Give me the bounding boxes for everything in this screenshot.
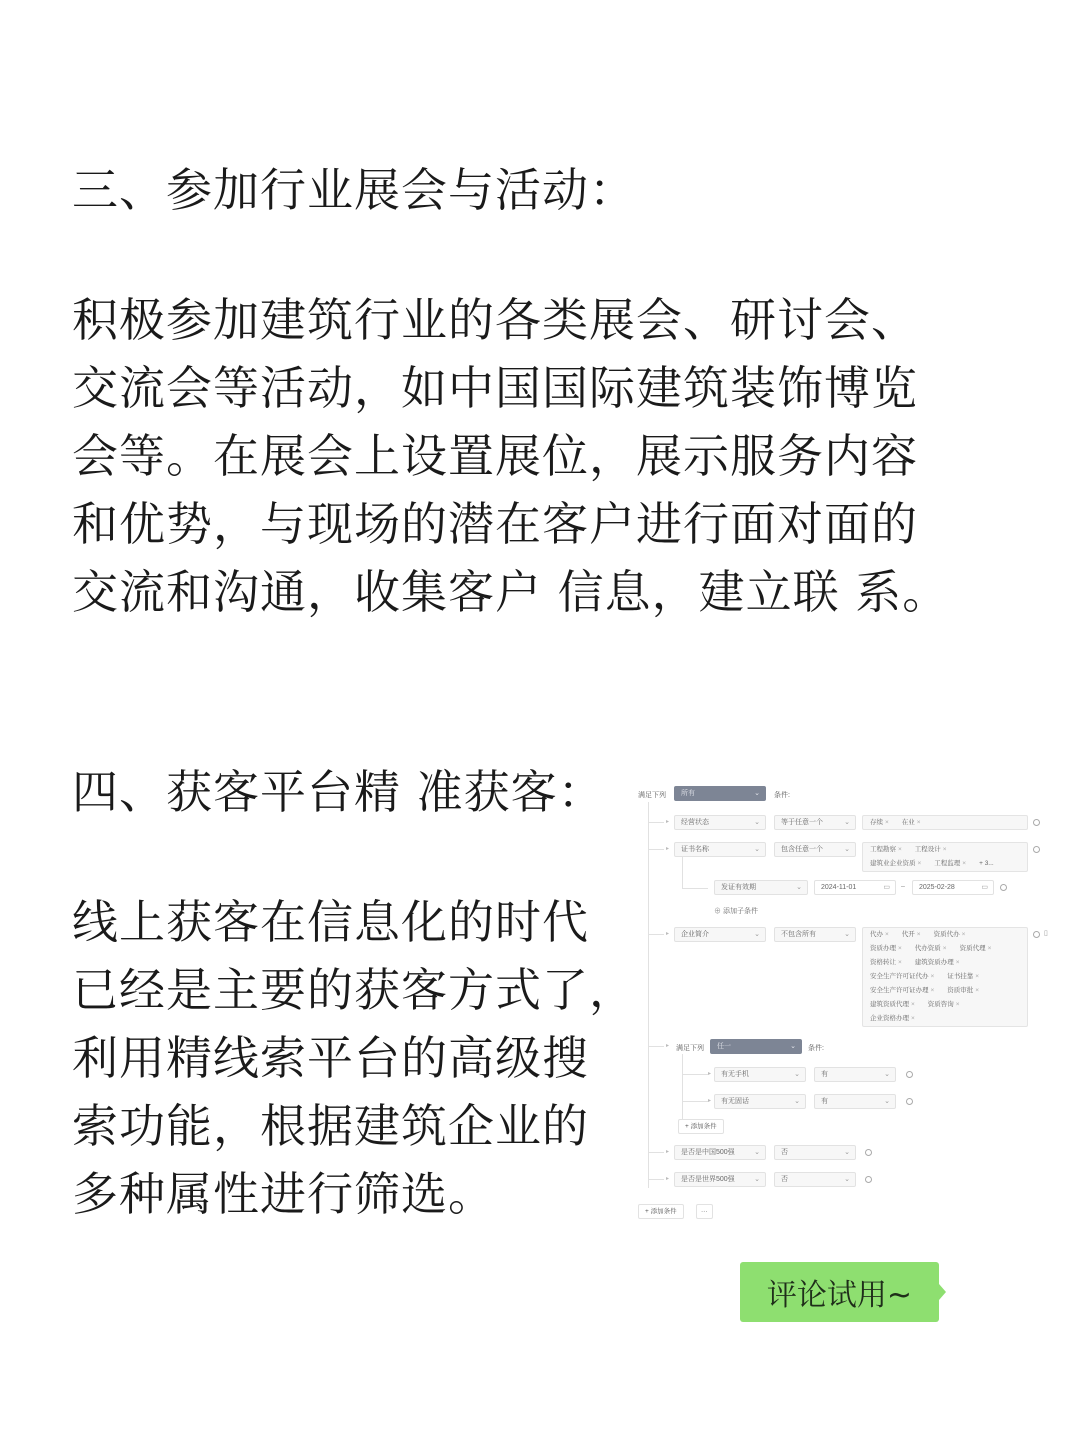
- date-to-input[interactable]: [912, 880, 994, 895]
- caret-right-icon: ▸: [708, 1098, 712, 1104]
- sub-field-value: 发证有效期: [721, 884, 756, 891]
- tag-label: 企业资格办理: [870, 1015, 909, 1022]
- caret-right-icon: ▸: [666, 846, 670, 852]
- tag-label: 代办: [870, 931, 883, 938]
- group-value-select[interactable]: [814, 1067, 896, 1082]
- plus-icon: +: [645, 1208, 651, 1215]
- caret-right-icon: ▸: [708, 1071, 712, 1077]
- date-from-input[interactable]: [814, 880, 896, 895]
- tag-label: 资格转让: [870, 959, 896, 966]
- tag-label: 存续: [870, 819, 883, 826]
- tag-label: 在业: [901, 819, 915, 826]
- section3-line: 交流和沟通，收集客户 信息，建立联 系。: [72, 565, 950, 619]
- value: 否: [781, 1176, 788, 1183]
- tag-label: 安全生产许可证代办: [870, 973, 929, 980]
- tree-line: [682, 1054, 683, 1129]
- more-tags[interactable]: + 3...: [979, 860, 994, 867]
- add-sub-condition-button[interactable]: [714, 906, 758, 916]
- section3-line: 积极参加建筑行业的各类展会、研讨会、: [72, 293, 918, 347]
- close-icon[interactable]: ×: [898, 945, 902, 952]
- tag-label: 工程监理: [934, 860, 961, 867]
- tree-branch: [682, 888, 708, 889]
- tag[interactable]: [866, 844, 906, 856]
- date-from-value: 2024-11-01: [821, 884, 857, 891]
- field-value: 证书名称: [681, 846, 709, 853]
- tree-branch: [682, 1074, 708, 1075]
- close-icon[interactable]: ×: [916, 819, 921, 826]
- value-select[interactable]: [774, 1145, 856, 1160]
- close-icon[interactable]: ×: [885, 819, 889, 826]
- chevron-down-icon: ⌄: [844, 846, 850, 853]
- chevron-down-icon: ⌄: [844, 1149, 850, 1156]
- close-icon[interactable]: ×: [930, 987, 935, 994]
- chevron-down-icon: ⌄: [844, 1176, 850, 1183]
- close-icon[interactable]: ×: [955, 1001, 960, 1008]
- value-tags-box[interactable]: [862, 927, 1028, 1027]
- chevron-down-icon: ⌄: [754, 846, 760, 853]
- add-sub-condition-label: 添加子条件: [722, 908, 758, 915]
- tag[interactable]: [866, 957, 906, 969]
- add-condition-label: 添加条件: [650, 1208, 677, 1215]
- remove-condition-icon[interactable]: [906, 1098, 913, 1105]
- field-select[interactable]: [674, 927, 766, 942]
- tag[interactable]: [866, 999, 919, 1011]
- chevron-down-icon: ⌄: [754, 1176, 760, 1183]
- match-mode-value: 所有: [681, 790, 695, 797]
- tree-line: [682, 857, 683, 888]
- chevron-down-icon: ⌄: [884, 1071, 890, 1078]
- tag-label: 安全生产许可证办理: [870, 987, 929, 994]
- chevron-down-icon: ⌄: [754, 1149, 760, 1156]
- tree-branch: [648, 934, 664, 935]
- tag-label: 资质咨询: [927, 1001, 954, 1008]
- value-tags-box[interactable]: [862, 842, 1028, 872]
- field-value: 是否是世界500强: [681, 1176, 735, 1183]
- tree-branch: [682, 1101, 708, 1102]
- chevron-down-icon: ⌄: [794, 1098, 800, 1105]
- caret-right-icon: ▸: [666, 1043, 670, 1049]
- more-button[interactable]: ···: [696, 1204, 713, 1219]
- remove-condition-icon[interactable]: [906, 1071, 913, 1078]
- copy-icon[interactable]: ▯: [1044, 930, 1048, 937]
- remove-condition-icon[interactable]: [865, 1149, 872, 1156]
- value-tags-box[interactable]: [862, 815, 1028, 830]
- group-add-condition-button[interactable]: [678, 1119, 724, 1134]
- close-icon[interactable]: ×: [911, 1015, 915, 1022]
- caret-right-icon: ▸: [666, 931, 670, 937]
- tag-label: 建筑业企业资质: [870, 860, 916, 867]
- section4-line: 多种属性进行筛选。: [72, 1167, 495, 1221]
- group-field-value: 有无手机: [721, 1071, 749, 1078]
- group-match-value: 任一: [717, 1043, 731, 1050]
- tag[interactable]: [943, 985, 983, 997]
- tag-label: 证书挂靠: [947, 973, 974, 980]
- remove-condition-icon[interactable]: [865, 1176, 872, 1183]
- section4-line: 线上获客在信息化的时代: [72, 895, 589, 949]
- tag[interactable]: [866, 858, 925, 870]
- close-icon[interactable]: ×: [898, 846, 902, 853]
- close-icon[interactable]: ×: [961, 931, 966, 938]
- tag-label: 资质代理: [959, 945, 986, 952]
- value-select[interactable]: [774, 1172, 856, 1187]
- tag[interactable]: [866, 1013, 919, 1025]
- section3-heading: 三、参加行业展会与活动：: [72, 163, 636, 217]
- tag[interactable]: [956, 943, 996, 955]
- tag-label: 代办资质: [914, 945, 941, 952]
- field-value: 是否是中国500强: [681, 1149, 735, 1156]
- date-to-value: 2025-02-28: [919, 884, 955, 891]
- chevron-down-icon: ⌄: [754, 931, 760, 938]
- tag-label: 工程勘察: [870, 846, 896, 853]
- calendar-icon: ▭: [883, 884, 890, 891]
- caret-right-icon: ▸: [666, 1149, 670, 1155]
- group-value: 有: [821, 1071, 828, 1078]
- tag[interactable]: [866, 929, 893, 941]
- tag[interactable]: [911, 844, 951, 856]
- close-icon[interactable]: ×: [916, 931, 921, 938]
- tag-label: 工程设计: [914, 846, 941, 853]
- plus-icon: +: [685, 1123, 691, 1130]
- tag[interactable]: [866, 817, 893, 829]
- close-icon[interactable]: ×: [955, 959, 960, 966]
- speech-tail: [939, 1284, 946, 1300]
- tag-label: 代开: [901, 931, 915, 938]
- tree-branch: [648, 822, 664, 823]
- plus-circle-icon: ⊕: [714, 908, 723, 915]
- field-select[interactable]: [674, 842, 766, 857]
- close-icon[interactable]: ×: [930, 973, 935, 980]
- tree-branch: [648, 1046, 664, 1047]
- remove-condition-icon[interactable]: [1033, 819, 1040, 826]
- field-select[interactable]: [674, 1172, 766, 1187]
- tree-branch: [648, 1179, 664, 1180]
- operator-select[interactable]: [774, 927, 856, 942]
- comment-trial-button[interactable]: [740, 1262, 939, 1322]
- field-value: 经营状态: [681, 819, 709, 826]
- tag[interactable]: [911, 943, 951, 955]
- group-add-condition-label: 添加条件: [690, 1123, 717, 1130]
- tree-line: [648, 802, 649, 1188]
- section3-line: 和优势，与现场的潜在客户进行面对面的: [72, 497, 918, 551]
- section4-paragraph: [72, 888, 636, 1228]
- tag[interactable]: [898, 929, 925, 941]
- caret-right-icon: ▸: [666, 1176, 670, 1182]
- match-mode-select[interactable]: [674, 786, 766, 801]
- chevron-down-icon: ⌄: [844, 931, 850, 938]
- group-value-select[interactable]: [814, 1094, 896, 1109]
- group-field-value: 有无固话: [721, 1098, 749, 1105]
- operator-value: 不包含所有: [781, 931, 816, 938]
- tag[interactable]: [930, 929, 970, 941]
- match-label: 满足下列: [638, 792, 666, 799]
- tag[interactable]: [943, 971, 983, 983]
- tag[interactable]: [866, 985, 938, 997]
- chevron-down-icon: ⌄: [790, 1043, 796, 1050]
- date-range-separator: –: [901, 883, 905, 890]
- operator-select[interactable]: [774, 842, 856, 857]
- section4-line: 索功能，根据建筑企业的: [72, 1099, 589, 1153]
- tag[interactable]: [911, 957, 964, 969]
- operator-value: 等于任意一个: [781, 819, 823, 826]
- group-condition-label: 条件:: [808, 1045, 824, 1052]
- operator-value: 包含任意一个: [781, 846, 823, 853]
- sub-field-select[interactable]: [714, 880, 808, 895]
- chevron-down-icon: ⌄: [796, 884, 802, 891]
- value: 否: [781, 1149, 788, 1156]
- tag-label: 资质审批: [947, 987, 974, 994]
- close-icon[interactable]: ×: [911, 1001, 915, 1008]
- calendar-icon: ▭: [981, 884, 988, 891]
- tree-branch: [648, 849, 664, 850]
- tag-label: 建筑资质代理: [870, 1001, 909, 1008]
- tag[interactable]: [866, 943, 906, 955]
- chevron-down-icon: ⌄: [754, 819, 760, 826]
- chevron-down-icon: ⌄: [794, 1071, 800, 1078]
- tag[interactable]: [924, 999, 964, 1011]
- close-icon[interactable]: ×: [962, 860, 967, 867]
- section3-paragraph: [72, 286, 949, 626]
- section4-line: 已经是主要的获客方式了，: [72, 963, 636, 1017]
- close-icon[interactable]: ×: [942, 945, 947, 952]
- group-match-select[interactable]: [710, 1039, 802, 1054]
- field-value: 企业简介: [681, 931, 709, 938]
- section3-line: 会等。在展会上设置展位，展示服务内容: [72, 429, 918, 483]
- group-field-select[interactable]: [714, 1094, 806, 1109]
- field-select[interactable]: [674, 1145, 766, 1160]
- close-icon[interactable]: ×: [885, 931, 889, 938]
- filter-builder-screenshot: [636, 780, 1056, 1225]
- close-icon[interactable]: ×: [917, 860, 922, 867]
- operator-select[interactable]: [774, 815, 856, 830]
- field-select[interactable]: [674, 815, 766, 830]
- tag[interactable]: [866, 971, 938, 983]
- add-condition-button[interactable]: [638, 1204, 684, 1219]
- tag-label: 资质办理: [870, 945, 896, 952]
- tree-branch: [648, 1152, 664, 1153]
- close-icon[interactable]: ×: [987, 945, 992, 952]
- section3-line: 交流会等活动，如中国国际建筑装饰博览: [72, 361, 918, 415]
- tag[interactable]: [930, 858, 970, 870]
- close-icon[interactable]: ×: [975, 973, 980, 980]
- remove-condition-icon[interactable]: [1033, 846, 1040, 853]
- group-field-select[interactable]: [714, 1067, 806, 1082]
- close-icon[interactable]: ×: [942, 846, 947, 853]
- close-icon[interactable]: ×: [898, 959, 902, 966]
- tag[interactable]: [898, 817, 925, 829]
- tag-label: 资质代办: [933, 931, 960, 938]
- condition-label: 条件:: [774, 792, 790, 799]
- tag-label: 建筑资质办理: [914, 959, 954, 966]
- caret-right-icon: ▸: [666, 819, 670, 825]
- section4-line: 利用精线索平台的高级搜: [72, 1031, 589, 1085]
- group-match-label: 满足下列: [676, 1045, 704, 1052]
- group-value: 有: [821, 1098, 828, 1105]
- remove-sub-condition-icon[interactable]: [1000, 884, 1007, 891]
- remove-condition-icon[interactable]: [1033, 931, 1040, 938]
- comment-trial-label: 评论试用~: [766, 1278, 913, 1313]
- chevron-down-icon: ⌄: [884, 1098, 890, 1105]
- close-icon[interactable]: ×: [975, 987, 980, 994]
- section4-heading: 四、获客平台精 准获客：: [72, 765, 605, 819]
- chevron-down-icon: ⌄: [844, 819, 850, 826]
- chevron-down-icon: ⌄: [754, 790, 760, 797]
